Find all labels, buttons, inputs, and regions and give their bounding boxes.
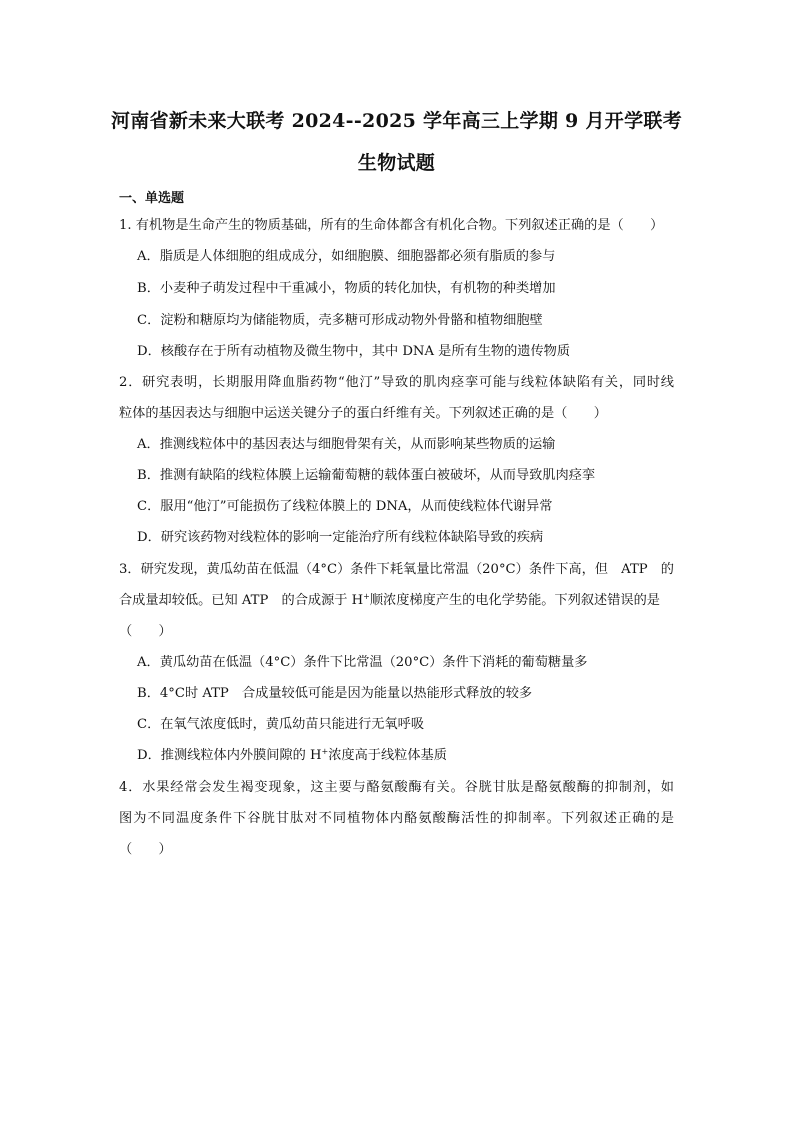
hydrogen-ion-charge: + <box>363 592 370 601</box>
question-3-option-c: C．在氧气浓度低时，黄瓜幼苗只能进行无氧呼吸 <box>137 717 425 732</box>
question-4-stem-line-2: 图为不同温度条件下谷胱甘肽对不同植物体内酪氨酸酶活性的抑制率。下列叙述正确的是 <box>119 811 674 826</box>
question-2-stem-line-1: 2．研究表明，长期服用降血脂药物“他汀”导致的肌肉痉挛可能与线粒体缺陷有关，同时线 <box>119 375 674 390</box>
hydrogen-ion-charge: + <box>321 747 329 756</box>
question-2-option-c: C．服用“他汀”可能损伤了线粒体膜上的 DNA，从而使线粒体代谢异常 <box>137 499 553 514</box>
section-heading: 一、单选题 <box>119 191 185 206</box>
question-1-stem: 1. 有机物是生命产生的物质基础，所有的生命体都含有机化合物。下列叙述正确的是（ ） <box>119 218 664 233</box>
exam-subtitle: 生物试题 <box>357 152 436 174</box>
question-2-option-b: B．推测有缺陷的线粒体膜上运输葡萄糖的载体蛋白被破坏，从而导致肌肉痉挛 <box>137 468 596 483</box>
question-3-stem-line-2-tail: 顺浓度梯度产生的电化学势能。下列叙述错误的是 <box>369 593 660 608</box>
question-3-answer-bracket: （ ） <box>119 624 172 639</box>
question-4-stem-line-1: 4．水果经常会发生褐变现象，这主要与酪氨酸酶有关。谷胱甘肽是酪氨酸酶的抑制剂，如 <box>119 780 674 795</box>
question-3-option-d <box>137 747 447 765</box>
question-2-option-a: A．推测线粒体中的基因表达与细胞骨架有关，从而影响某些物质的运输 <box>137 437 556 452</box>
question-3-option-d-head: D．推测线粒体内外膜间隙的 H <box>137 748 322 763</box>
question-3-option-d-tail: 浓度高于线粒体基质 <box>328 748 447 763</box>
question-1-option-a: A．脂质是人体细胞的组成成分，如细胞膜、细胞器都必须有脂质的参与 <box>137 249 556 264</box>
question-2-option-d: D．研究该药物对线粒体的影响一定能治疗所有线粒体缺陷导致的疾病 <box>137 530 544 545</box>
question-1-option-c: C．淀粉和糖原均为储能物质，壳多糖可形成动物外骨骼和植物细胞壁 <box>137 313 543 328</box>
question-1-option-b: B．小麦种子萌发过程中干重减小，物质的转化加快，有机物的种类增加 <box>137 281 556 296</box>
question-3-stem-line-2-head: 合成量却较低。已知 ATP 的合成源于 H <box>119 593 364 608</box>
question-1-option-d: D．核酸存在于所有动植物及微生物中，其中 DNA 是所有生物的遗传物质 <box>137 344 571 359</box>
question-3-stem-line-1: 3．研究发现，黄瓜幼苗在低温（4°C）条件下耗氧量比常温（20°C）条件下高，但 ATP 的 <box>119 562 674 577</box>
question-3-option-b: B．4°C时 ATP 合成量较低可能是因为能量以热能形式释放的较多 <box>137 686 533 701</box>
question-4-answer-bracket: （ ） <box>119 842 172 857</box>
question-3-option-a: A．黄瓜幼苗在低温（4°C）条件下比常温（20°C）条件下消耗的葡萄糖量多 <box>137 655 588 670</box>
question-2-stem-line-2: 粒体的基因表达与细胞中运送关键分子的蛋白纤维有关。下列叙述正确的是（ ） <box>119 406 607 421</box>
exam-title: 河南省新未来大联考 2024--2025 学年高三上学期 9 月开学联考 <box>110 110 682 132</box>
question-3-stem-line-2 <box>119 592 660 610</box>
